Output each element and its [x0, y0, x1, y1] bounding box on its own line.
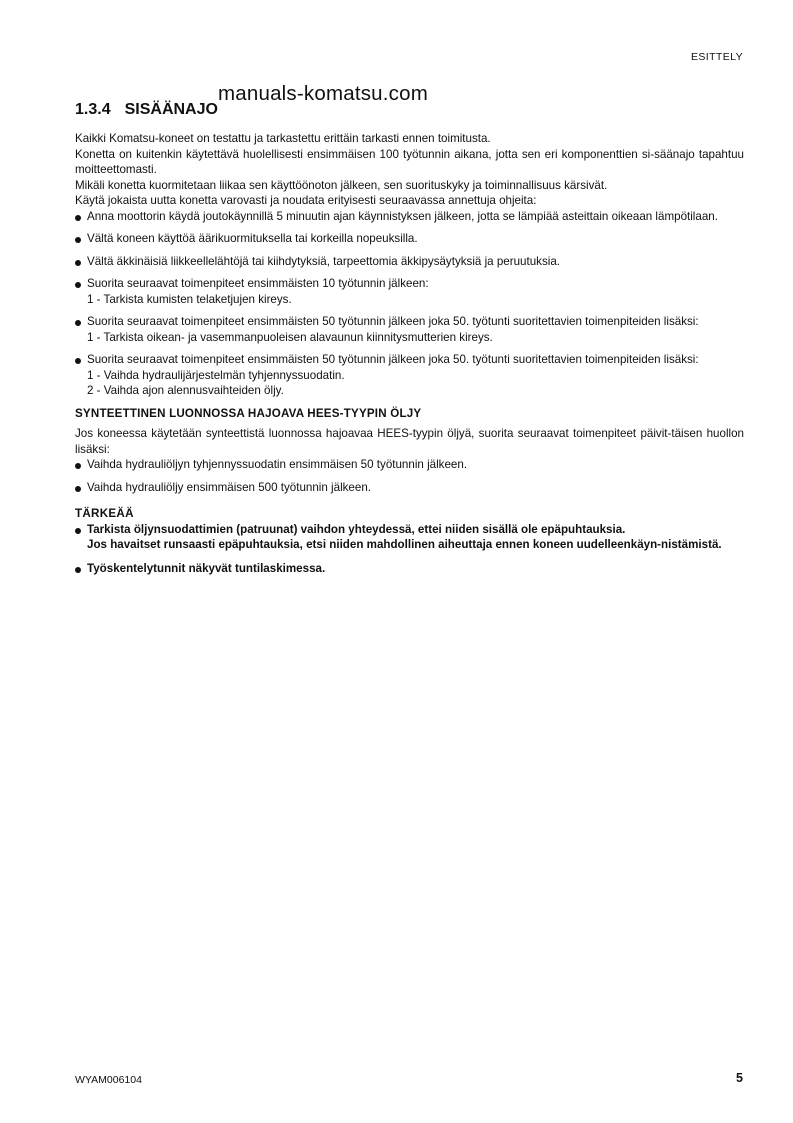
intro-text: [75, 131, 744, 209]
sub-step: 1 - Vaihda hydraulijärjestelmän tyhjennyssuodatin.: [87, 368, 345, 382]
important-heading: TÄRKEÄÄ: [75, 507, 134, 520]
intro-line: Kaikki Komatsu-koneet on testattu ja tarkastettu erittäin tarkasti ennen toimitusta.: [75, 132, 491, 145]
list-item: [75, 352, 744, 399]
bullet-icon: [75, 237, 81, 243]
intro-line: Konetta on kuitenkin käytettävä huolellisesti ensimmäisen 100 työtunnin aikana, jotta sen eri komponenttien si-säänajo tapahtuu moitteettomasti.: [75, 147, 744, 176]
sub-step: Jos havaitset runsaasti epäpuhtauksia, etsi niiden mahdollinen aiheuttaja ennen koneen uudelleenkäyn-nistämistä.: [87, 538, 722, 551]
bullet-icon: [75, 528, 81, 534]
list-item-text: Anna moottorin käydä joutokäynnillä 5 minuutin ajan käynnistyksen jälkeen, jotta se lämpiää asteittain oikeaan lämpötilaan.: [87, 209, 718, 223]
section-title: SISÄÄNAJO: [124, 101, 218, 118]
bullet-icon: [75, 320, 81, 326]
break-in-instructions-list: [75, 209, 744, 399]
bullet-icon: [75, 463, 81, 469]
page-heading: [75, 102, 218, 118]
list-item: [75, 209, 744, 225]
list-item: [75, 457, 744, 473]
intro-line: Käytä jokaista uutta konetta varovasti ja noudata erityisesti seuraavassa annettuja ohjeita:: [75, 194, 537, 207]
important-list: [75, 522, 744, 577]
bullet-icon: [75, 215, 81, 221]
list-item-text: Vaihda hydrauliöljyn tyhjennyssuodatin ensimmäisen 50 työtunnin jälkeen.: [87, 458, 468, 471]
list-item-text: Vältä koneen käyttöä äärikuormituksella tai korkeilla nopeuksilla.: [87, 232, 418, 245]
list-item: [75, 254, 744, 270]
bullet-icon: [75, 358, 81, 364]
sub-step: 1 - Tarkista oikean- ja vasemmanpuoleisen alavaunun kiinnitysmutterien kireys.: [87, 330, 493, 344]
list-item-text: Tarkista öljynsuodattimien (patruunat) vaihdon yhteydessä, ettei niiden sisällä ole epäpuhtauksia.: [87, 522, 626, 536]
page-number: 5: [736, 1071, 743, 1085]
watermark-text: manuals-komatsu.com: [218, 82, 429, 105]
bullet-icon: [75, 567, 81, 573]
list-item-text: Työskentelytunnit näkyvät tuntilaskimessa.: [87, 561, 326, 575]
list-item-text: Vaihda hydrauliöljy ensimmäisen 500 työtunnin jälkeen.: [87, 480, 372, 494]
section-number: 1.3.4: [75, 101, 111, 118]
list-item: [75, 522, 744, 553]
bullet-icon: [75, 282, 81, 288]
synthetic-oil-list: [75, 457, 744, 495]
list-item-text: Vältä äkkinäisiä liikkeellelähtöjä tai kiihdytyksiä, tarpeettomia äkkipysäytyksiä ja peruutuksia.: [87, 254, 560, 268]
bullet-icon: [75, 260, 81, 266]
list-item-text: Suorita seuraavat toimenpiteet ensimmäisten 50 työtunnin jälkeen joka 50. työtunti suoritettavien toimenpiteiden lisäksi:: [87, 315, 699, 328]
header-section-label: ESITTELY: [690, 51, 743, 63]
list-item-text: Suorita seuraavat toimenpiteet ensimmäisten 50 työtunnin jälkeen joka 50. työtunti suoritettavien toimenpiteiden lisäksi:: [87, 353, 699, 366]
sub-step: 2 - Vaihda ajon alennusvaihteiden öljy.: [87, 384, 284, 397]
list-item: [75, 480, 744, 496]
intro-line: Mikäli konetta kuormitetaan liikaa sen käyttöönoton jälkeen, sen suorituskyky ja toiminnallisuus kärsivät.: [75, 178, 608, 192]
list-item: [75, 314, 744, 345]
bullet-icon: [75, 486, 81, 492]
list-item: [75, 561, 744, 577]
synthetic-oil-paragraph: Jos koneessa käytetään synteettistä luonnossa hajoavaa HEES-tyypin öljyä, suorita seuraavat toimenpiteet päivit-täisen huollon lisäksi:: [75, 427, 744, 456]
list-item: [75, 276, 744, 307]
page-content: [75, 131, 744, 584]
sub-step: 1 - Tarkista kumisten telaketjujen kireys.: [87, 292, 292, 306]
synthetic-oil-heading: SYNTEETTINEN LUONNOSSA HAJOAVA HEES-TYYPIN ÖLJY: [75, 406, 422, 420]
list-item: [75, 231, 744, 247]
document-code: WYAM006104: [75, 1074, 142, 1086]
list-item-text: Suorita seuraavat toimenpiteet ensimmäisten 10 työtunnin jälkeen:: [87, 277, 429, 290]
